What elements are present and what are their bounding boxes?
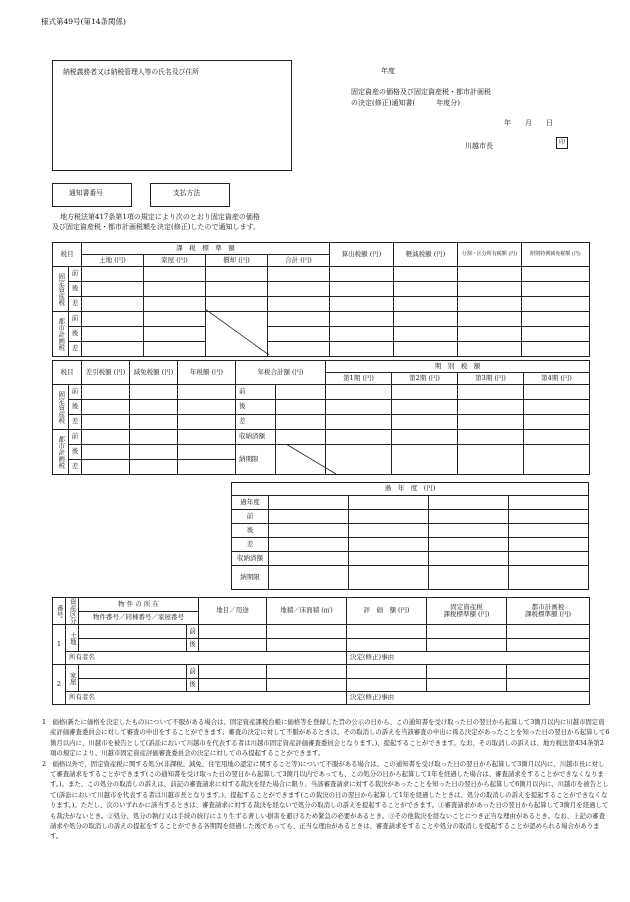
t1-kotei: 固定資産税 [53,267,69,312]
t4-kotei-hyojun-l2: 課税標準額 (円) [443,610,490,618]
t1-ato2: 後 [69,327,82,342]
t2-sashihiki: 差引税額 (円) [82,361,130,385]
t2-sa: 差 [69,415,82,430]
notice-title-line2: の決定(修正)通知書( 年度分) [351,99,460,107]
payment-method-label: 支払方法 [173,189,201,197]
t4-kaoku: 家屋 [66,665,79,692]
t3-sa: 差 [232,538,269,552]
t2-ki1: 第1期 (円) [326,373,392,385]
tax-base-table [52,242,590,357]
t2-kibetsu-ato: 後 [236,400,276,415]
t4-toshi-hyojun-l1: 都市計画税 [531,602,565,611]
t4-shozai: 物 件 の 所 在 [79,598,199,612]
t2-mae: 前 [69,385,82,400]
seal-label: 印 [556,137,568,149]
t4-shisan-kubun: 資産区分 [66,598,79,625]
intro-text-line1: 地方税法第417条第1項の規定により次のとおり固定資産の価格 [60,213,260,221]
issue-date: 年 月 日 [504,119,553,127]
intro-text-line2: 及び固定資産税・都市計画税額を決定(修正)したので通知します。 [52,223,260,231]
t1-ato: 後 [69,282,82,297]
t4-toshi-hyojun-l2: 課税標準額 (円) [524,610,572,618]
notice-number-box[interactable] [52,183,132,207]
t2-genmen: 減免税額 (円) [130,361,178,385]
t1-gokei: 合計 (円) [268,255,330,267]
t4-shoyusha2: 所有者名 [66,692,347,705]
t1-bunkatsu: 分割・区分所有税額 (円) [458,243,522,267]
t2-ato: 後 [69,400,82,415]
t2-kibetsu-sa: 差 [236,415,276,430]
t3-shuno: 収納済額 [232,552,269,566]
notice-number-label: 通知書番号 [69,189,103,197]
t4-kettei1: 決定(修正)事由 [347,652,590,665]
t3-header: 過 年 度 (円) [232,483,589,496]
note-1: 1 価格(新たに価格を決定したもの)について不服がある場合は、固定資産課税台帳に価格等を登録した旨の公示の日から、この通知書を受け取った日の翌日から起算して3箇月以内に川越市固定資産評価審査委員会に対して審査の申出をすることができます。審査の決定に対して不服があるときは、その取消しの訴えを当該審査の申出に係る決定があったことを知った日の翌日から起算して6箇月以内に、川越市を被告として(訴訟において川越市を代表する者は川越市固定資産評価審査委員会となります。)、提起することができます。なお、その取消しの訴えは、地方税法第434条第2項の規定により、川越市固定資産評価審査委員会の決定に対してのみ提起することができます。 [42,718,610,758]
t2-kotei: 固定資産税 [53,385,69,430]
t4-toshi-hyojun [507,598,590,625]
t2-nenzei: 年税額 (円) [178,361,236,385]
note-2: 2 価格以外で、固定資産税に関する処分(非課税、減免、住宅用地の認定に関すること等)について不服がある場合は、この通知書を受け取った日の翌日から起算して3箇月以内に、川越市長に対して審査請求をすることができます(この通知書を受け取った日の翌日から起算して3箇月以内であっても、この処分の日から起算して1年を経過した場合は、審査請求をすることができなくなります。)。また、この処分の取消しの訴えは、前記の審査請求に対する裁決を経た場合に限り、当該審査請求に対する裁決があったことを知った日の翌日から起算して6箇月以内に、川越市を被告として(訴訟において川越市を代表する者は川越市長となります。)、提起することができます(この裁決の日の翌日から起算して1年を経過したときは、処分の取消しの訴えを提起することができなくなります。)。ただし、次のいずれかに該当するときは、審査請求に対する裁決を経ないで処分の取消しの訴えを提起することができます。①審査請求があった日の翌日から起算して3箇月を経過しても裁決がないとき。②処分、処分の執行又は手続の続行により生ずる著しい損害を避けるため緊急の必要があるとき。③その他裁決を経ないことにつき正当な理由があるとき。なお、上記の審査請求や処分の取消しの訴えの提起をすることができる各期間を経過した後であっても、正当な理由があるときは、審査請求をすることや処分の取消しを提起することが認められる場合があります。 [42,759,609,841]
t3-kanendo: 過年度 [232,496,269,510]
t2-nenzei-gokei: 年税合計額 (円) [236,361,326,385]
prior-year-table [231,482,589,590]
t1-mae2: 前 [69,312,82,327]
t1-sanshutsu: 算出税額 (円) [330,243,394,267]
appeal-notes [42,717,610,842]
t1-sa2: 差 [69,342,82,357]
t2-sa2: 差 [69,460,82,475]
t3-nokigen: 納期限 [232,566,269,590]
property-table [52,597,590,705]
t2-ato2: 後 [69,445,82,460]
t1-sa: 差 [69,297,82,312]
t4-bukken-bango: 物件番号／同棟番号／家屋番号 [79,611,199,625]
t1-keigen: 軽減税額 (円) [394,243,458,267]
fiscal-year-label: 年度 [381,67,395,75]
t1-shokyaku: 償却 (円) [206,255,268,267]
t2-ki4: 第4期 (円) [524,373,590,385]
tax-amount-table [52,360,590,475]
t4-kettei2: 決定(修正)事由 [347,692,590,705]
addressee-box[interactable] [52,60,292,171]
t2-shuno: 収納済額 [236,430,276,445]
t4-ato1: 後 [187,639,199,652]
t2-nokigen: 納期限 [236,445,276,475]
t4-ato2: 後 [187,679,199,692]
t2-ki3: 第3期 (円) [458,373,524,385]
t4-row1: 1 [53,625,66,665]
notice-title-line1: 固定資産の価格及び固定資産税・都市計画税 [351,88,491,96]
t4-bango: 番号 [53,598,66,625]
t2-kibetsu: 期 別 税 額 [326,361,590,373]
t1-toshi: 都市計画税 [53,312,69,357]
form-number: 様式第49号(第14条関係) [41,17,126,26]
t4-shoyusha1: 所有者名 [66,652,347,665]
t4-chiseki: 地積／床面積 (㎡) [267,598,347,625]
t1-kazei-header: 課 税 標 準 額 [82,243,330,255]
t4-kotei-hyojun-l1: 固定資産税 [450,602,483,611]
t2-toshi: 都市計画税 [53,430,69,475]
t3-mae: 前 [232,510,269,524]
t1-mae: 前 [69,267,82,282]
t1-zeimoku: 税目 [53,243,82,267]
t4-row2: 2 [53,665,66,705]
t3-ato: 後 [232,524,269,538]
t2-nokigen-void [276,445,326,475]
seal-mark [556,137,568,149]
t1-tokurei: 附則特例減免税額 (円) [522,243,590,267]
t4-hyoka: 評 価 額 (円) [347,598,427,625]
mayor-name: 川越市長 [465,142,493,150]
t4-mae1: 前 [187,625,199,639]
t4-mae2: 前 [187,665,199,679]
t1-tochi: 土地 (円) [82,255,144,267]
payment-method-box[interactable] [150,183,230,207]
addressee-label: 納税義務者又は納税管理人等の氏名及び住所 [63,68,199,76]
t1-kaoku: 家屋 (円) [144,255,206,267]
t2-kibetsu-mae: 前 [236,385,276,400]
t2-mae2: 前 [69,430,82,445]
t2-ki2: 第2期 (円) [392,373,458,385]
t2-zeimoku: 税目 [53,361,82,385]
t4-kotei-hyojun [427,598,507,625]
t1-shokyaku-void [206,312,268,357]
t4-chimoku: 地目／用途 [199,598,267,625]
t4-tochi: 土地 [66,625,79,652]
